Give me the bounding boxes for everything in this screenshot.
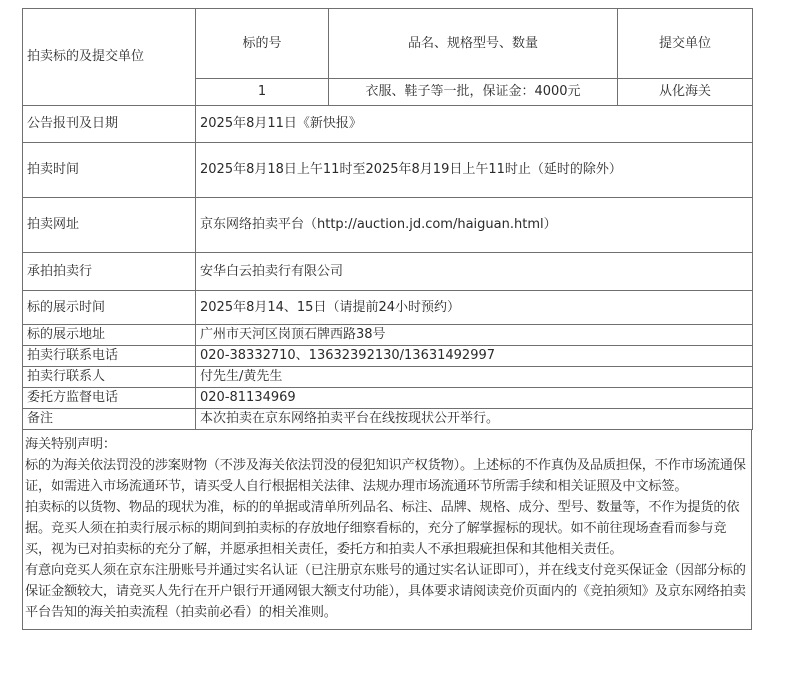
info-label: 标的展示时间: [23, 291, 196, 325]
info-value: 付先生/黄先生: [196, 367, 753, 388]
auction-announcement: [22, 8, 752, 630]
info-label: 拍卖时间: [23, 143, 196, 198]
auction-info-table: [22, 8, 753, 430]
lots-row-label: 拍卖标的及提交单位: [23, 9, 196, 106]
customs-notice-title: 海关特别声明：: [25, 437, 116, 452]
info-label: 拍卖行联系电话: [23, 346, 196, 367]
info-row-contact-person: [23, 367, 753, 388]
info-row-supervision-phone: [23, 388, 753, 409]
info-label: 承拍拍卖行: [23, 253, 196, 291]
lots-header-row: [23, 9, 753, 79]
info-label: 委托方监督电话: [23, 388, 196, 409]
lot-description: 衣服、鞋子等一批，保证金：4000元: [329, 79, 618, 106]
info-label: 拍卖网址: [23, 198, 196, 253]
header-description: 品名、规格型号、数量: [329, 9, 618, 79]
auction-url-value: 京东网络拍卖平台（http://auction.jd.com/haiguan.html）: [196, 198, 753, 253]
header-submitting-unit: 提交单位: [618, 9, 753, 79]
info-label: 标的展示地址: [23, 325, 196, 346]
customs-notice: [22, 430, 752, 630]
info-row-contact-phone: [23, 346, 753, 367]
info-row-display-time: [23, 291, 753, 325]
customs-notice-paragraph: 有意向竞买人须在京东注册账号并通过实名认证（已注册京东账号的通过实名认证即可），并在线支付竞买保证金（因部分标的保证金额较大，请竞买人先行在开户银行开通网银大额支付功能），具体要求请阅读竞价页面内的《竞拍须知》及京东网络拍卖平台告知的海关拍卖流程（拍卖前必看）的相关准则。: [25, 563, 746, 620]
info-value: 2025年8月11日《新快报》: [196, 106, 753, 143]
info-row-display-address: [23, 325, 753, 346]
customs-notice-paragraph: 拍卖标的以货物、物品的现状为准，标的的单据或清单所列品名、标注、品牌、规格、成分、型号、数量等，不作为提货的依据。竞买人须在拍卖行展示标的期间到拍卖标的存放地仔细察看标的，充分了解掌握标的现状。如不前往现场查看而参与竞买，视为已对拍卖标的充分了解，并愿承担相关责任，委托方和拍卖人不承担瑕疵担保和其他相关责任。: [25, 500, 740, 557]
info-value: 广州市天河区岗顶石牌西路38号: [196, 325, 753, 346]
info-row-remarks: [23, 409, 753, 430]
info-value: 本次拍卖在京东网络拍卖平台在线按现状公开举行。: [196, 409, 753, 430]
header-lot-no: 标的号: [196, 9, 329, 79]
info-value: 2025年8月14、15日（请提前24小时预约）: [196, 291, 753, 325]
info-label: 备注: [23, 409, 196, 430]
info-value: 安华白云拍卖行有限公司: [196, 253, 753, 291]
lot-no: 1: [196, 79, 329, 106]
info-label: 拍卖行联系人: [23, 367, 196, 388]
customs-notice-paragraph: 标的为海关依法罚没的涉案财物（不涉及海关依法罚没的侵犯知识产权货物）。上述标的不作真伪及品质担保，不作市场流通保证，如需进入市场流通环节，请买受人自行根据相关法律、法规办理市场流通环节所需手续和相关证照及中文标签。: [25, 458, 746, 494]
info-value: 020-38332710、13632392130/13631492997: [196, 346, 753, 367]
lot-submitting-unit: 从化海关: [618, 79, 753, 106]
info-value: 2025年8月18日上午11时至2025年8月19日上午11时止（延时的除外）: [196, 143, 753, 198]
info-row-auction-house: [23, 253, 753, 291]
info-row-publication: [23, 106, 753, 143]
info-row-auction-time: [23, 143, 753, 198]
info-row-auction-url: [23, 198, 753, 253]
info-value: 020-81134969: [196, 388, 753, 409]
info-label: 公告报刊及日期: [23, 106, 196, 143]
